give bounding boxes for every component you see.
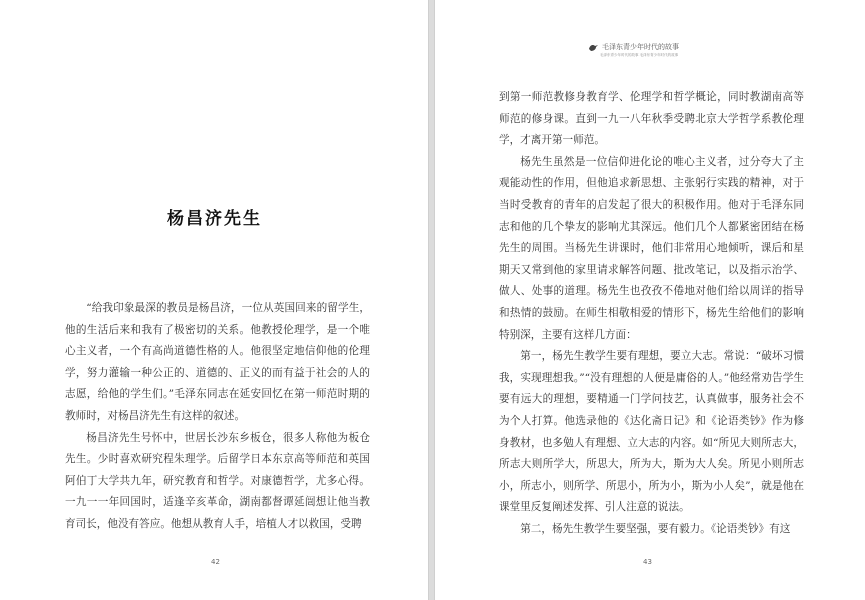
paragraph: 第二，杨先生教学生要坚强，要有毅力。《论语类钞》有这 [520,522,791,535]
paragraph: 杨昌济先生号怀中，世居长沙东乡板仓，很多人称他为板仓先生。少时喜欢研究程朱理学。后留学日本东京高等师范和英国阿伯丁大学共九年，研究教育和哲学。对康德哲学，尤多心得。一九一一年回国时，适逢辛亥革命，湖南都督谭延闿想让他当教育司长，他没有答应。他想从教育人手，培植人才以救国，受聘 [65,431,370,530]
paragraph: 到第一师范教修身教育学、伦理学和哲学概论，同时教湖南高等师范的修身课。直到一九一八年秋季受聘北京大学哲学系教伦理学，才离开第一师范。 [499,91,804,147]
header-subtitle: 毛泽东青少年时代的故事 毛泽东青少年时代的故事 [600,53,679,57]
paragraph: “给我印象最深的教员是杨昌济，一位从英国回来的留学生，他的生活后来和我有了极密切的关系。他教授伦理学，是一个唯心主义者，一个有高尚道德性格的人。他很坚定地信仰他的伦理学，努力灌输一种公正的、道德的、正义的而有益于社会的人的志愿，给他的学生们。”毛泽东同志在延安回忆在第一师范时期的教师时，对杨昌济先生有这样的叙述。 [65,302,370,422]
page-number: 42 [211,558,220,566]
paragraph: 第一，杨先生教学生要有理想，要立大志。常说：“破坏习惯我，实现理想我。”“没有理想的人便是庸俗的人。”他经常劝告学生要有远大的理想，要精通一门学问技艺，认真做事，服务社会不为个人打算。他选录他的《达化斋日记》和《论语类钞》作为修身教材，也多勉人有理想、立大志的内容。如“所见大则所志大，所志大则所学大，所思大，所为大，斯为大人矣。所见小则所志小，所志小，则所学、所思小，所为小，斯为小人矣”，就是他在课堂里反复阐述发挥、引人注意的说法。 [499,350,804,514]
page-number: 43 [643,558,652,566]
right-body-text [499,87,804,540]
chapter-title: 杨昌济先生 [167,209,262,229]
bird-icon [588,43,599,52]
header-title: 毛泽东青少年时代的故事 [602,43,679,51]
running-header [588,42,718,58]
left-body-text [65,298,370,536]
paragraph: 杨先生虽然是一位信仰进化论的唯心主义者，过分夸大了主观能动性的作用，但他追求新思想、主张躬行实践的精神，对于当时受教育的青年的启发起了很大的积极作用。他对于毛泽东同志和他的几个挚友的影响尤其深远。他们几个人都紧密团结在杨先生的周围。当杨先生讲课时，他们非常用心地倾听，课后和星期天又常到他的家里请求解答问题、批改笔记，以及指示治学、做人、处事的道理。杨先生也孜孜不倦地对他们给以周详的指导和热情的鼓励。在师生相敬相爱的情形下，杨先生给他们的影响特别深，主要有这样几方面： [499,155,804,341]
left-page [0,0,429,600]
